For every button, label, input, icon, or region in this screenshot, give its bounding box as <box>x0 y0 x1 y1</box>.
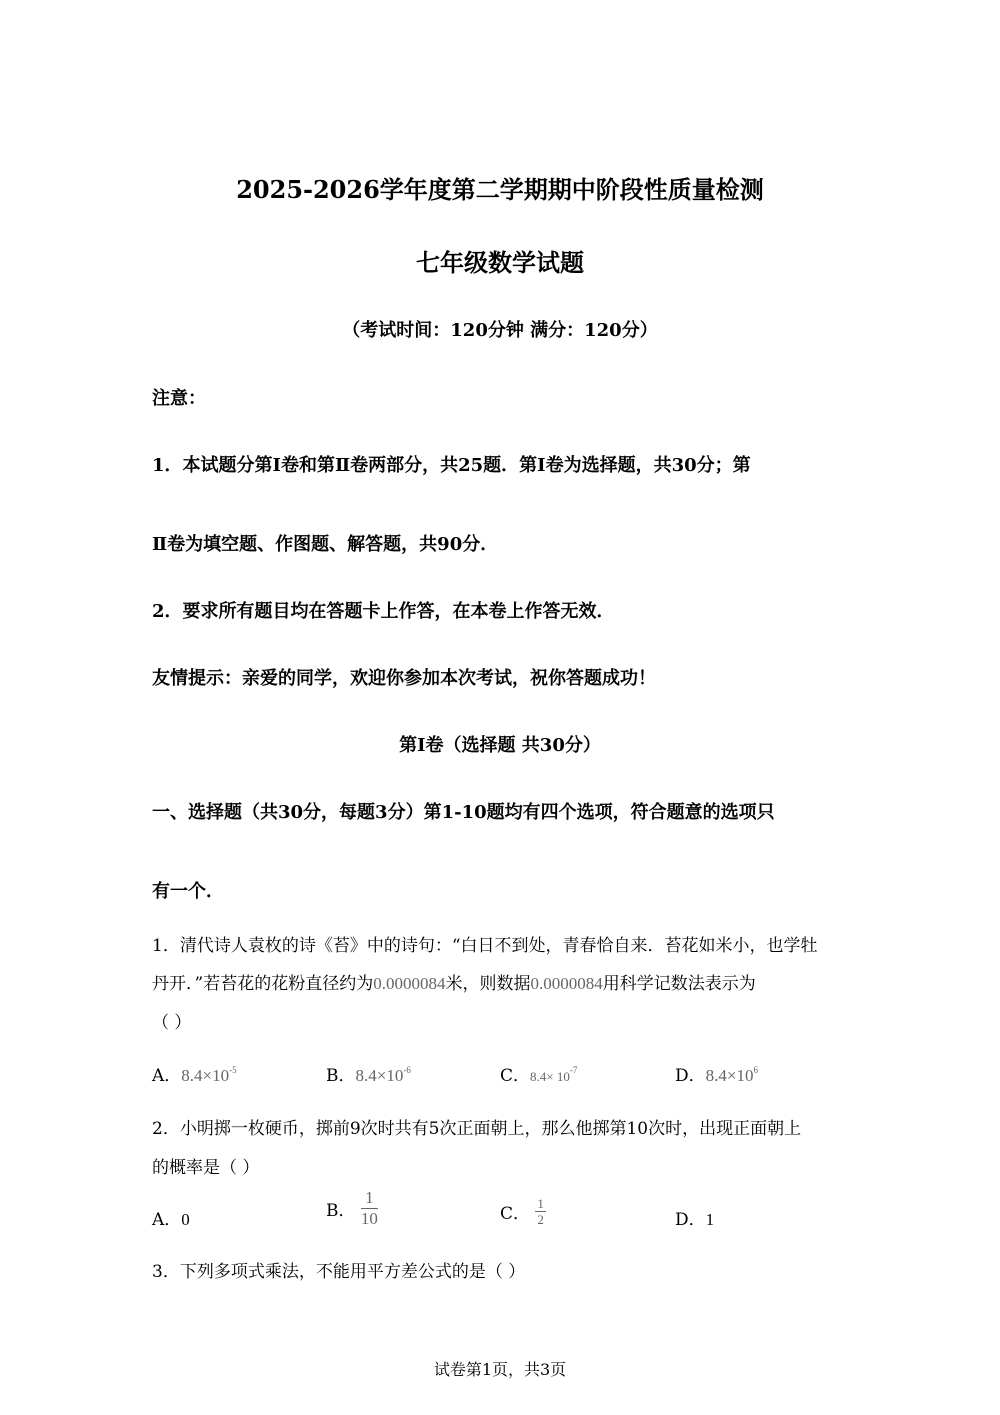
question-1-option-a <box>152 1061 237 1086</box>
notice-item-2: 2．要求所有题目均在答题卡上作答，在本卷上作答无效． <box>152 601 615 622</box>
fraction-denominator: 10 <box>360 1209 378 1228</box>
option-value: 8.4×10 <box>181 1066 230 1085</box>
question-1-text-a: 丹开．”若苔花的花粉直径约为 <box>152 974 374 994</box>
option-label: A． <box>152 1210 182 1230</box>
fraction-numerator: 1 <box>361 1188 378 1209</box>
question-1-option-d <box>675 1061 758 1086</box>
option-label: A． <box>152 1066 182 1086</box>
fraction-one-half <box>535 1196 546 1227</box>
option-label: D． <box>675 1066 706 1086</box>
option-label: C． <box>500 1066 531 1086</box>
page-footer: 试卷第1页，共3页 <box>433 1360 567 1379</box>
section-1-instruction-line-2: 有一个． <box>152 881 224 902</box>
exam-title: 2025-2026学年度第二学期期中阶段性质量检测 <box>236 175 764 204</box>
option-value: 8.4×10 <box>355 1066 404 1085</box>
question-2-option-d <box>675 1205 714 1230</box>
section-1-title: 第Ⅰ卷（选择题 共30分） <box>399 735 601 756</box>
question-1-text-c: 用科学记数法表示为 <box>602 974 756 994</box>
question-1-answer-blank: （ ） <box>152 1013 192 1033</box>
notice-heading: 注意： <box>152 388 206 409</box>
question-2-line-2: 的概率是（ ） <box>152 1158 260 1178</box>
question-2-option-a <box>152 1205 190 1230</box>
option-label: D． <box>675 1210 706 1230</box>
fraction-denominator: 2 <box>537 1212 544 1227</box>
option-value: 8.4× 10 <box>530 1069 570 1084</box>
option-label: B． <box>326 1201 356 1221</box>
question-2-option-b <box>326 1188 378 1229</box>
exam-info: （考试时间：120分钟 满分：120分） <box>342 320 658 341</box>
notice-item-1-line-1: 1．本试题分第Ⅰ卷和第Ⅱ卷两部分，共25题．第Ⅰ卷为选择题，共30分；第 <box>152 455 751 476</box>
option-value: 1 <box>705 1210 715 1229</box>
question-2-option-c <box>500 1196 546 1227</box>
question-2-line-1: 2．小明掷一枚硬币，掷前9次时共有5次正面朝上，那么他掷第10次时，出现正面朝上 <box>152 1119 802 1139</box>
question-1-option-c <box>500 1061 577 1086</box>
fraction-numerator: 1 <box>537 1196 544 1211</box>
option-label: C． <box>500 1204 531 1224</box>
fraction-one-tenth <box>361 1188 378 1229</box>
option-value: 8.4×10 <box>705 1066 754 1085</box>
question-1-line-1: 1．清代诗人袁枚的诗《苔》中的诗句：“白日不到处，青春恰自来．苔花如米小，也学牡 <box>152 936 818 956</box>
exam-subtitle: 七年级数学试题 <box>416 248 584 277</box>
option-exponent: -5 <box>229 1065 237 1075</box>
question-1-text-b: 米，则数据 <box>445 974 531 994</box>
question-1-line-2 <box>152 969 756 994</box>
question-1-option-b <box>326 1061 411 1086</box>
pollen-diameter-value: 0.0000084 <box>373 974 446 993</box>
option-label: B． <box>326 1066 356 1086</box>
friendly-tip: 友情提示：亲爱的同学，欢迎你参加本次考试，祝你答题成功！ <box>152 668 656 689</box>
notice-item-1-line-2: Ⅱ卷为填空题、作图题、解答题，共90分． <box>152 534 499 555</box>
option-exponent: -7 <box>569 1065 578 1075</box>
question-3-line-1: 3．下列多项式乘法，不能用平方差公式的是（ ） <box>152 1262 526 1282</box>
pollen-diameter-value-repeat: 0.0000084 <box>530 974 603 993</box>
option-exponent: 6 <box>753 1065 758 1075</box>
option-exponent: -6 <box>403 1065 411 1075</box>
option-value: 0 <box>181 1210 190 1229</box>
section-1-instruction-line-1: 一、选择题（共30分，每题3分）第1-10题均有四个选项，符合题意的选项只 <box>152 802 775 823</box>
